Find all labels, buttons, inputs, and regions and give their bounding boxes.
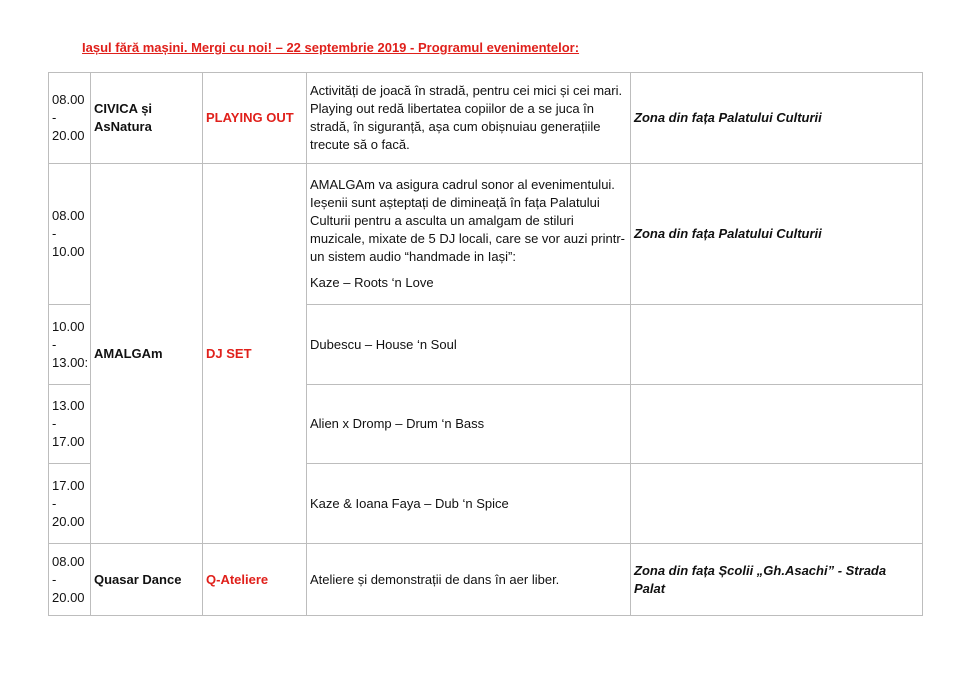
program-cell: DJ SET bbox=[203, 164, 307, 544]
time-cell: 13.00 - 17.00 bbox=[49, 385, 91, 464]
description-cell: Ateliere și demonstrații de dans în aer liber. bbox=[307, 544, 631, 616]
organizer-cell: Quasar Dance bbox=[91, 544, 203, 616]
page-title: Iașul fără mașini. Mergi cu noi! – 22 septembrie 2019 - Programul evenimentelor: bbox=[82, 40, 580, 55]
location-cell: Zona din fața Palatului Culturii bbox=[631, 164, 923, 305]
location-cell bbox=[631, 385, 923, 464]
time-cell: 08.00 - 10.00 bbox=[49, 164, 91, 305]
table-row bbox=[49, 73, 923, 164]
description-cell: AMALGAm va asigura cadrul sonor al evenimentului. Ieșenii sunt așteptați de dimineață în fața Palatului Culturii pentru a asculta un amalgam de stiluri muzicale, mixate de 5 DJ locali, care se vor auzi printr-un sistem audio “handmade in Iași”: Kaze – Roots ‘n Love bbox=[307, 164, 631, 305]
time-cell: 08.00 - 20.00 bbox=[49, 73, 91, 164]
time-cell: 08.00 - 20.00 bbox=[49, 544, 91, 616]
table-row bbox=[49, 164, 923, 305]
description-cell: Dubescu – House ‘n Soul bbox=[307, 305, 631, 385]
location-cell bbox=[631, 464, 923, 544]
program-cell: PLAYING OUT bbox=[203, 73, 307, 164]
location-cell: Zona din fața Școlii „Gh.Asachi” - Strada Palat bbox=[631, 544, 923, 616]
time-cell: 10.00 - 13.00: bbox=[49, 305, 91, 385]
location-cell bbox=[631, 305, 923, 385]
time-cell: 17.00 - 20.00 bbox=[49, 464, 91, 544]
location-cell: Zona din fața Palatului Culturii bbox=[631, 73, 923, 164]
description-cell: Activități de joacă în stradă, pentru cei mici și cei mari. Playing out redă libertatea copiilor de a se juca în stradă, în siguranță, așa cum obișnuiau generațiile trecute să o facă. bbox=[307, 73, 631, 164]
description-cell: Alien x Dromp – Drum ‘n Bass bbox=[307, 385, 631, 464]
organizer-cell: CIVICA și AsNatura bbox=[91, 73, 203, 164]
events-table bbox=[48, 72, 923, 616]
organizer-cell: AMALGAm bbox=[91, 164, 203, 544]
table-row bbox=[49, 544, 923, 616]
program-cell: Q-Ateliere bbox=[203, 544, 307, 616]
description-cell: Kaze & Ioana Faya – Dub ‘n Spice bbox=[307, 464, 631, 544]
